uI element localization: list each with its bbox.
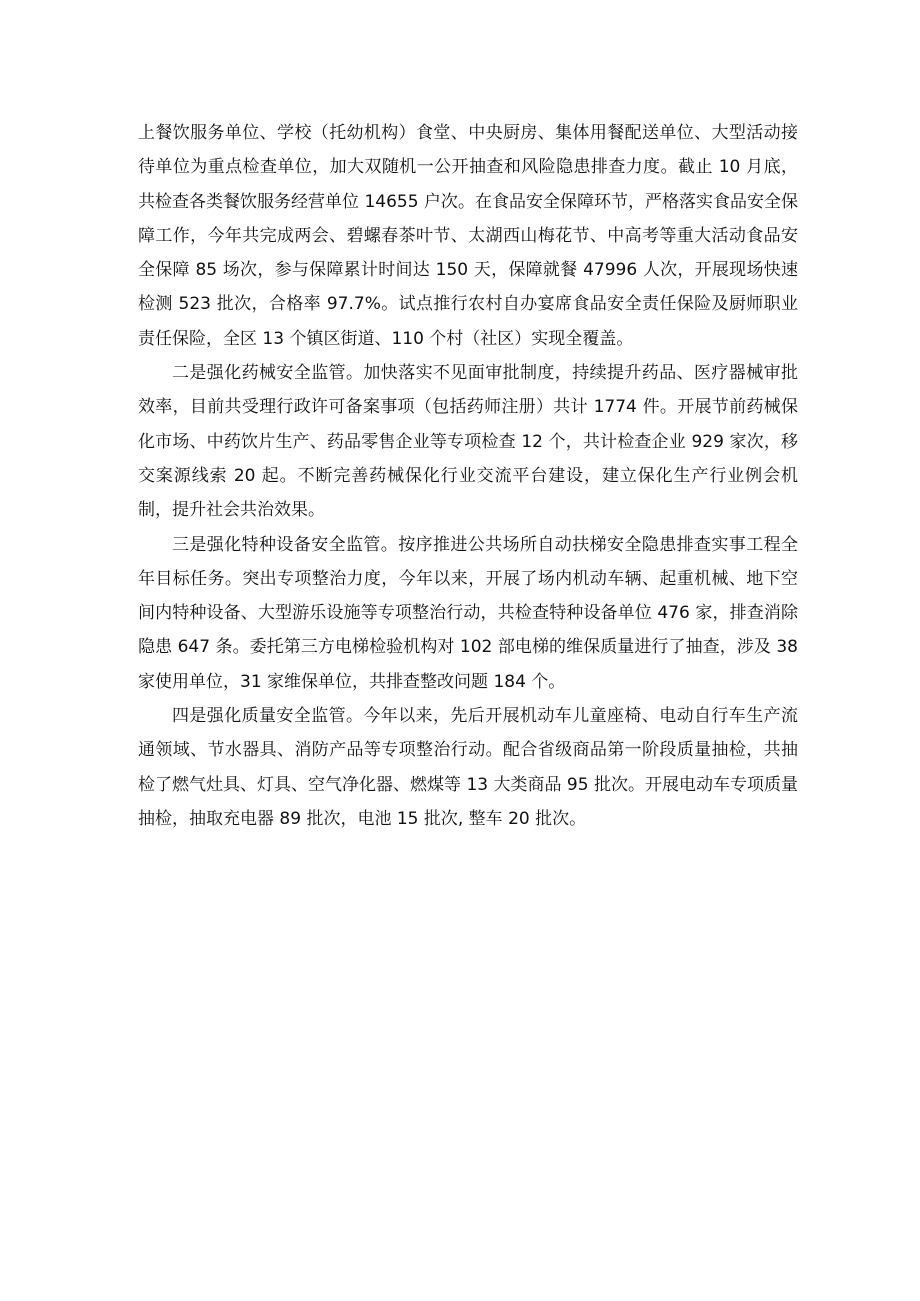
paragraph-food-safety-continued: 上餐饮服务单位、学校（托幼机构）食堂、中央厨房、集体用餐配送单位、大型活动接待单位为重点检查单位，加大双随机一公开抽查和风险隐患排查力度。截止 10 月底，共检查各类餐饮服务经营单位 14655 户次。在食品安全保障环节，严格落实食品安全保障工作，今年共完成两会、碧螺春茶叶节、太湖西山梅花节、中高考等重大活动食品安全保障 85 场次，参与保障累计时间达 150 天，保障就餐 47996 人次，开展现场快速检测 523 批次，合格率 97.7%。试点推行农村自办宴席食品安全责任保险及厨师职业责任保险，全区 13 个镇区街道、110 个村（社区）实现全覆盖。 bbox=[138, 123, 798, 349]
paragraph-drug-device-supervision: 二是强化药械安全监管。加快落实不见面审批制度，持续提升药品、医疗器械审批效率，目前共受理行政许可备案事项（包括药师注册）共计 1774 件。开展节前药械保化市场、中药饮片生产、药品零售企业等专项检查 12 个，共计检查企业 929 家次，移交案源线索 20 起。不断完善药械保化行业交流平台建设，建立保化生产行业例会机制，提升社会共治效果。 bbox=[138, 363, 798, 521]
paragraph-special-equipment-supervision: 三是强化特种设备安全监管。按序推进公共场所自动扶梯安全隐患排查实事工程全年目标任务。突出专项整治力度，今年以来，开展了场内机动车辆、起重机械、地下空间内特种设备、大型游乐设施等专项整治行动，共检查特种设备单位 476 家，排查消除隐患 647 条。委托第三方电梯检验机构对 102 部电梯的维保质量进行了抽查，涉及 38 家使用单位，31 家维保单位，共排查整改问题 184 个。 bbox=[138, 534, 798, 692]
document-body bbox=[138, 116, 798, 836]
paragraph-quality-safety-supervision: 四是强化质量安全监管。今年以来，先后开展机动车儿童座椅、电动自行车生产流通领域、节水器具、消防产品等专项整治行动。配合省级商品第一阶段质量抽检，共抽检了燃气灶具、灯具、空气净化器、燃煤等 13 大类商品 95 批次。开展电动车专项质量抽检，抽取充电器 89 批次，电池 15 批次, 整车 20 批次。 bbox=[138, 706, 798, 829]
